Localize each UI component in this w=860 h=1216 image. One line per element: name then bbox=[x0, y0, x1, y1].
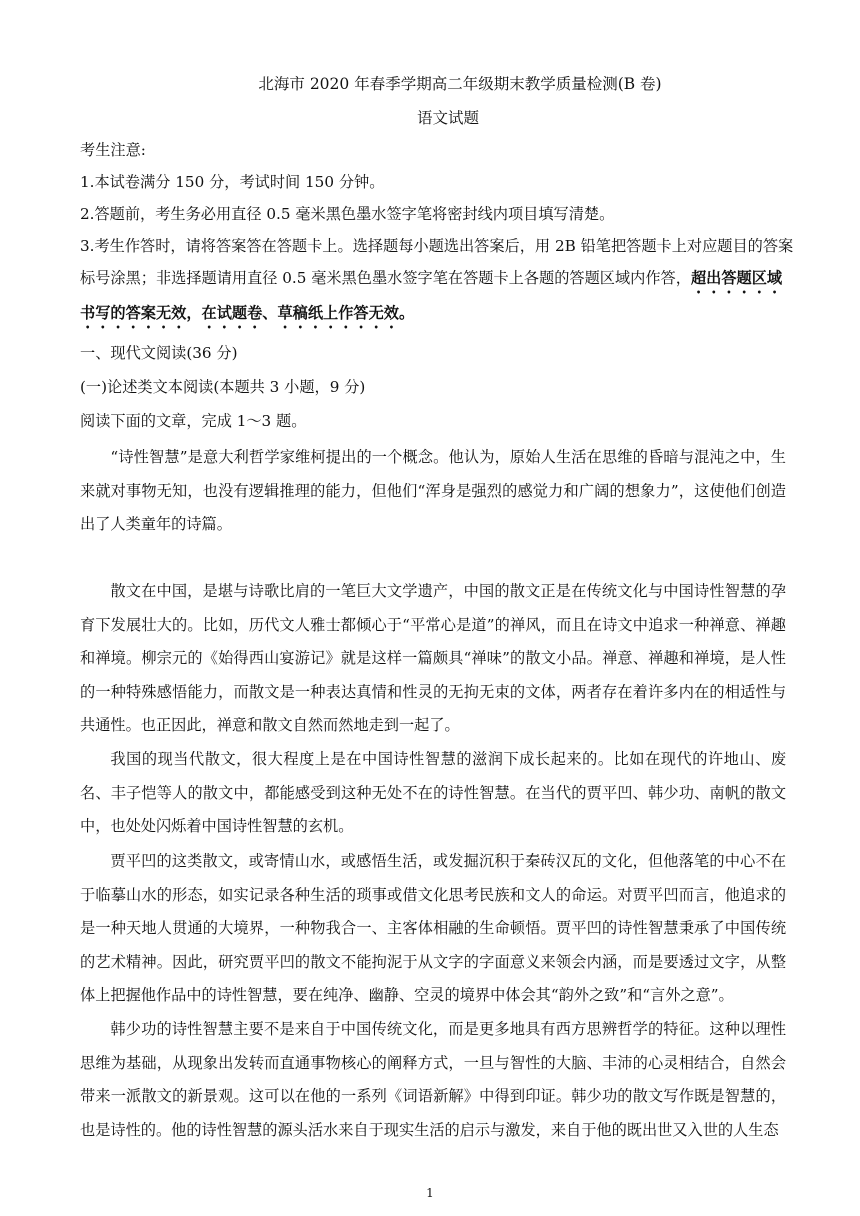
article-paragraph-1: “诗性智慧”是意大利哲学家维柯提出的一个概念。他认为，原始人生活在思维的昏暗与混沌之中，生来就对事物无知，也没有逻辑推理的能力，但他们“浑身是强烈的感觉力和广阔的想象力”，这使他们创造出了人类童年的诗篇。 bbox=[80, 448, 786, 533]
section-heading-part1: 一、现代文阅读(36 分) bbox=[80, 344, 238, 362]
notice-item-3-line-3 bbox=[80, 297, 786, 332]
exam-title: 北海市 2020 年春季学期高二年级期末教学质量检测(B 卷) bbox=[258, 75, 662, 93]
page-number: 1 bbox=[426, 1186, 434, 1200]
exam-subtitle: 语文试题 bbox=[416, 109, 479, 127]
article-paragraph-5: 韩少功的诗性智慧主要不是来自于中国传统文化，而是更多地具有西方思辨哲学的特征。这种以理性思维为基础，从现象出发转而直通事物核心的阐释方式，一旦与智性的大脑、丰沛的心灵相结合，自然会带来一派散文的新景观。这可以在他的一系列《词语新解》中得到印证。韩少功的散文写作既是智慧的，也是诗性的。他的诗性智慧的源头活水来自于现实生活的启示与激发，来自于他的既出世又入世的人生态 bbox=[80, 1020, 786, 1139]
notice-item-1: 1.本试卷满分 150 分，考试时间 150 分钟。 bbox=[80, 173, 385, 191]
reading-instruction: 阅读下面的文章，完成 1～3 题。 bbox=[80, 412, 307, 430]
notice-item-3-emphasis-1: 超出答题区域 bbox=[690, 269, 783, 287]
notice-item-3-text: 标号涂黑；非选择题请用直径 0.5 毫米黑色墨水签字笔在答题卡上各题的答题区域内作答， bbox=[80, 269, 691, 287]
notice-item-3-emphasis-2: 书写的答案无效，在试题卷、草稿纸上作答无效。 bbox=[80, 304, 415, 322]
article-paragraph-4: 贾平凹的这类散文，或寄情山水，或感悟生活，或发掘沉积于秦砖汉瓦的文化，但他落笔的中心不在于临摹山水的形态，如实记录各种生活的琐事或借文化思考民族和文人的命运。对贾平凹而言，他追求的是一种天地人贯通的大境界，一种物我合一、主客体相融的生命顿悟。贾平凹的诗性智慧秉承了中国传统的艺术精神。因此，研究贾平凹的散文不能拘泥于从文字的字面意义来领会内涵，而是要透过文字，从整体上把握他作品中的诗性智慧，要在纯净、幽静、空灵的境界中体会其“韵外之致”和“言外之意”。 bbox=[80, 852, 786, 1004]
subsection-heading: (一)论述类文本阅读(本题共 3 小题，9 分) bbox=[80, 378, 366, 396]
notice-heading: 考生注意: bbox=[80, 141, 146, 159]
notice-block bbox=[80, 134, 794, 332]
notice-item-3-line-2 bbox=[80, 262, 786, 297]
notice-item-3-line-1: 3.考生作答时，请将答案答在答题卡上。选择题每小题选出答案后，用 2B 铅笔把答题卡上对应题目的答案 bbox=[80, 237, 794, 255]
article-paragraph-2: 散文在中国，是堪与诗歌比肩的一笔巨大文学遗产，中国的散文正是在传统文化与中国诗性智慧的孕育下发展壮大的。比如，历代文人雅士都倾心于“平常心是道”的禅风，而且在诗文中追求一种禅意、禅趣和禅境。柳宗元的《始得西山宴游记》就是这样一篇颇具“禅味”的散文小品。禅意、禅趣和禅境，是人性的一种特殊感悟能力，而散文是一种表达真情和性灵的无拘无束的文体，两者存在着许多内在的相适性与共通性。也正因此，禅意和散文自然而然地走到一起了。 bbox=[80, 582, 786, 734]
notice-item-2: 2.答题前，考生务必用直径 0.5 毫米黑色墨水签字笔将密封线内项目填写清楚。 bbox=[80, 205, 615, 223]
article-paragraph-3: 我国的现当代散文，很大程度上是在中国诗性智慧的滋润下成长起来的。比如在现代的许地山、废名、丰子恺等人的散文中，都能感受到这种无处不在的诗性智慧。在当代的贾平凹、韩少功、南帆的散文中，也处处闪烁着中国诗性智慧的玄机。 bbox=[80, 750, 786, 835]
